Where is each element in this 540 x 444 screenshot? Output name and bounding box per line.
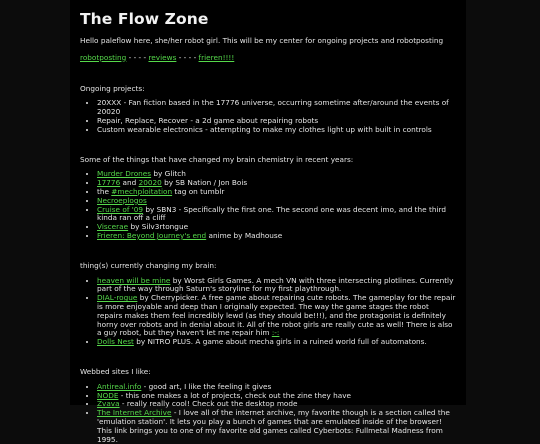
nav-separator: - - - - bbox=[176, 52, 199, 62]
brain-section bbox=[80, 156, 456, 241]
nav-link-robotposting[interactable]: robotposting bbox=[80, 52, 127, 62]
item-link[interactable]: Murder Drones bbox=[97, 169, 152, 179]
list-item: • Repair, Replace, Recover - a 2d game about repairing robots bbox=[97, 117, 456, 126]
item-link[interactable]: Dolls Nest bbox=[97, 337, 134, 347]
item-text: - I love all of the internet archive, my favorite though is a section called the 'emulation station'. It lets you play a bunch of games that are emulated inside of the browser! This link brings you to one of my favorite old games called Cyberbots: Fullmetal Madness from 1995. bbox=[97, 408, 450, 444]
brain-heading: Some of the things that have changed my brain chemistry in recent years: bbox=[80, 154, 354, 164]
changing-list bbox=[80, 277, 456, 347]
item-text: by SB Nation / Jon Bois bbox=[161, 178, 248, 188]
item-text: - really really cool! Check out the desktop mode bbox=[119, 399, 298, 409]
webbed-section bbox=[80, 368, 456, 444]
nav-link-reviews[interactable]: reviews bbox=[148, 52, 177, 62]
list-item bbox=[97, 409, 456, 444]
item-link[interactable]: Antireal.info bbox=[97, 381, 142, 391]
item-link[interactable]: Cruise of '09 bbox=[97, 204, 144, 214]
item-link[interactable]: Zvava bbox=[97, 399, 120, 409]
ongoing-list bbox=[80, 99, 456, 134]
item-link[interactable]: Necroeplogos bbox=[97, 195, 147, 205]
item-text: anime by Madhouse bbox=[206, 230, 283, 240]
item-text: by Worst Girls Games. A mech VN with three intersecting plotlines. Currently part of the way through Saturn's storyline for my first playthrough. bbox=[97, 275, 454, 294]
item-text: - this one makes a lot of projects, check out the zine they have bbox=[118, 390, 352, 400]
nav-separator: - - - - bbox=[126, 52, 149, 62]
item-text: and bbox=[120, 178, 139, 188]
item-link[interactable]: Viscerae bbox=[97, 222, 129, 232]
item-link[interactable]: DIAL-rogue bbox=[97, 293, 138, 303]
item-text: - good art, I like the feeling it gives bbox=[141, 381, 272, 391]
list-item bbox=[97, 277, 456, 295]
item-link[interactable]: NODE bbox=[97, 390, 119, 400]
item-link[interactable]: 20020 bbox=[138, 178, 162, 188]
item-text: by Silv3rtongue bbox=[128, 222, 189, 232]
item-text: by Glitch bbox=[151, 169, 186, 179]
list-item bbox=[97, 188, 456, 197]
item-link[interactable]: The Internet Archive bbox=[97, 408, 172, 418]
list-item bbox=[97, 206, 456, 224]
item-link[interactable]: heaven will be mine bbox=[97, 275, 171, 285]
list-item bbox=[97, 338, 456, 347]
item-text: by NITRO PLUS. A game about mecha girls in a ruined world full of automatons. bbox=[133, 337, 427, 347]
nav-link-frieren[interactable]: frieren!!!! bbox=[198, 52, 235, 62]
item-link[interactable]: :-: bbox=[271, 328, 280, 338]
webbed-heading: Webbed sites I like: bbox=[80, 366, 151, 376]
item-link[interactable]: 17776 bbox=[97, 178, 121, 188]
list-item: • 20XXX - Fan fiction based in the 17776 universe, occurring sometime after/around the events of 20020 bbox=[97, 99, 456, 117]
list-item bbox=[97, 294, 456, 338]
item-text: by Cherrypicker. A free game about repairing cute robots. The gameplay for the repair is more enjoyable and deep than I originally expected. The way the game stages the robot repairs makes them feel incredibly lewd (as they should be!!!), and the protagonist is definitely horny over robots and in denial about it. All of the robot girls are really cute as well! There is also a guy robot, but they haven't let me repair him bbox=[97, 293, 456, 338]
page-column bbox=[70, 0, 466, 444]
ongoing-section bbox=[80, 85, 456, 135]
list-item: • Custom wearable electronics - attempting to make my clothes light up with built in controls bbox=[97, 126, 456, 135]
item-text: the bbox=[97, 186, 112, 196]
ongoing-heading: Ongoing projects: bbox=[80, 83, 145, 93]
list-item bbox=[97, 232, 456, 241]
intro-text: Hello paleflow here, she/her robot girl. This will be my center for ongoing projects and robotposting bbox=[80, 36, 444, 45]
item-text: by SBN3 - Specifically the first one. The second one was decent imo, and the third kinda ran off a cliff bbox=[97, 204, 446, 223]
page-title: The Flow Zone bbox=[80, 10, 209, 28]
changing-section bbox=[80, 262, 456, 347]
changing-heading: thing(s) currently changing my brain: bbox=[80, 260, 217, 270]
item-link[interactable]: Frieren: Beyond Journey's end bbox=[97, 230, 207, 240]
item-link[interactable]: #mechploitation bbox=[111, 186, 173, 196]
item-text: tag on tumblr bbox=[172, 186, 225, 196]
brain-list bbox=[80, 170, 456, 240]
nav-bar bbox=[80, 54, 456, 63]
webbed-list bbox=[80, 383, 456, 444]
